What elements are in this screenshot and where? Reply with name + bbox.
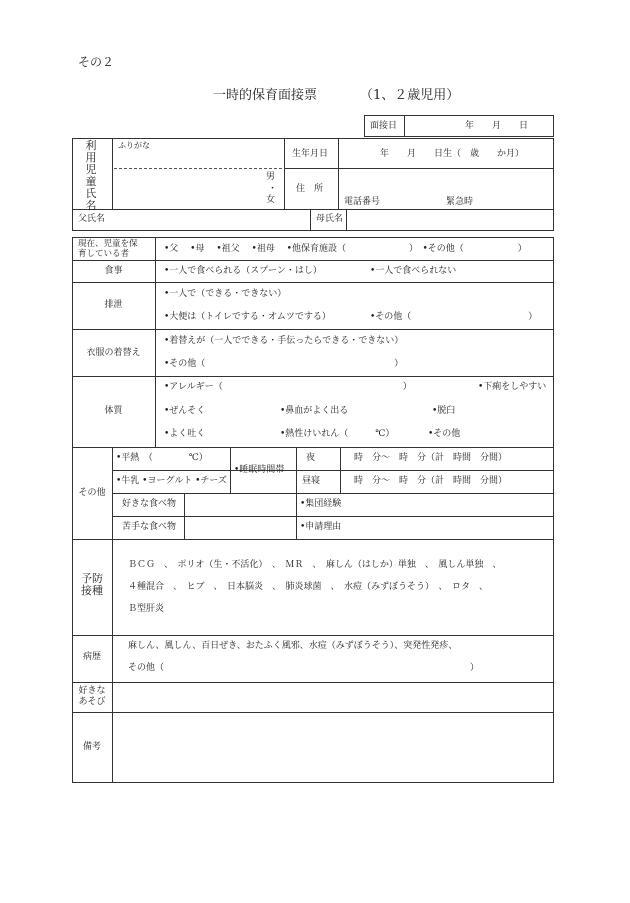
remarks-label: 備考 [82,742,101,752]
nap-time[interactable]: 時 分～ 時 分（計 時間 分間） [354,476,508,486]
history-line-2[interactable]: その他（ ） [128,663,480,673]
toilet-option-other[interactable]: •その他（ ） [370,312,538,322]
caregiver-label-line1: 現在、児童を保 [78,239,138,249]
father-name-label: 父氏名 [78,214,106,224]
address-label: 住 所 [296,184,324,194]
disliked-foods-label: 苦手な食べ物 [122,522,177,532]
liked-foods-label: 好きな食べ物 [122,499,177,509]
child-name-label: 利用児童氏名 [85,139,97,212]
health-other[interactable]: •その他 [428,429,461,439]
father-name-field[interactable] [114,211,308,229]
phone-label: 電話番号 [344,197,381,207]
health-asthma[interactable]: •ぜんそく [164,406,206,416]
medical-history-label: 病歴 [82,652,101,662]
night-sleep-time[interactable]: 時 分～ 時 分（計 時間 分間） [354,453,508,463]
meal-label: 食事 [104,266,123,276]
toilet-option-bowel[interactable]: •大便は（トイレでする・オムツでする） [164,312,331,322]
liked-foods-field[interactable] [186,495,294,514]
dressing-label: 衣服の着替え [86,348,141,358]
sex-female[interactable]: 女 [266,195,276,205]
page-subtitle: （1、２歳児用） [360,88,460,103]
dressing-option-ability[interactable]: •着替えが（一人でできる・手伝ったらできる・できない） [164,336,404,346]
favorite-play-label-line1: 好きな [78,686,106,696]
health-dislocation[interactable]: •脱臼 [432,406,456,416]
health-vomit[interactable]: •よく吐く [164,429,206,439]
nap-label: 昼寝 [302,476,321,486]
favorite-play-field[interactable] [114,684,552,710]
vaccine-line-2[interactable]: ４種混合 、 ヒブ 、 日本脳炎 、 肺炎球菌 、 水痘（みずぼうそう） 、 ロタ 、 [128,582,489,592]
vaccination-label: 予防接種 [81,572,103,597]
address-field[interactable] [340,170,552,194]
sex-separator: ・ [268,184,278,194]
caregiver-options[interactable]: •父 •母 •祖父 •祖母 •他保育施設（ ） •その他（ ） [164,244,527,254]
caregiver-label-line2: 育している者 [78,249,130,259]
history-line-1[interactable]: 麻しん、風しん、百日ぜき、おたふく風邪、水痘（みずぼうそう）、突発性発疹、 [128,641,458,651]
other-label: その他 [78,488,106,498]
birth-date-label: 生年月日 [292,149,329,159]
night-sleep-label: 夜 [306,453,316,463]
meal-option-cannot[interactable]: •一人で食べられない [370,266,457,276]
application-reason[interactable]: •申請理由 [300,522,342,532]
normal-temperature[interactable]: •平熱 （ ℃） [116,453,208,463]
page-title: 一時的保育面接票 [213,88,318,103]
vaccine-line-1[interactable]: ＢＣＧ 、 ポリオ（生・不活化） 、 ＭＲ 、 麻しん（はしか）単独 、 風しん単独 、 [128,560,502,570]
child-name-field[interactable] [114,170,264,206]
toilet-option-alone[interactable]: •一人で（できる・できない） [164,289,287,299]
vaccine-line-3[interactable]: Ｂ型肝炎 [128,604,165,614]
toilet-label: 排泄 [104,300,123,310]
group-experience[interactable]: •集団経験 [300,499,342,509]
part-label: その２ [78,55,115,69]
favorite-play-label-line2: あそび [78,697,106,707]
furigana-field[interactable] [114,150,282,166]
remarks-field[interactable] [114,714,552,781]
health-label: 体質 [104,406,123,416]
interview-date-label: 面接日 [370,121,398,131]
health-diarrhea[interactable]: •下痢をしやすい [478,382,547,392]
mother-name-label: 母氏名 [316,214,344,224]
dressing-option-other[interactable]: •その他（ ） [164,359,404,369]
health-febrile-seizure[interactable]: •熱性けいれん（ ℃） [280,429,395,439]
mother-name-field[interactable] [348,211,552,229]
interview-date-value[interactable]: 年 月 日 [465,121,529,131]
dairy-options[interactable]: •牛乳 •ヨーグルト •チーズ [116,476,227,486]
furigana-label: ふりがな [118,141,150,150]
sex-male[interactable]: 男 [266,172,276,182]
disliked-foods-field[interactable] [186,518,294,537]
sleep-time-label: •睡眠時間帯 [234,465,285,475]
health-allergy[interactable]: •アレルギー（ ） [164,382,412,392]
meal-option-alone[interactable]: •一人で食べられる（スプーン・はし） [164,266,322,276]
emergency-label: 緊急時 [446,197,474,207]
birth-date-value[interactable]: 年 月 日生（ 歳 か月） [380,149,525,159]
health-nosebleed[interactable]: •鼻血がよく出る [280,406,349,416]
